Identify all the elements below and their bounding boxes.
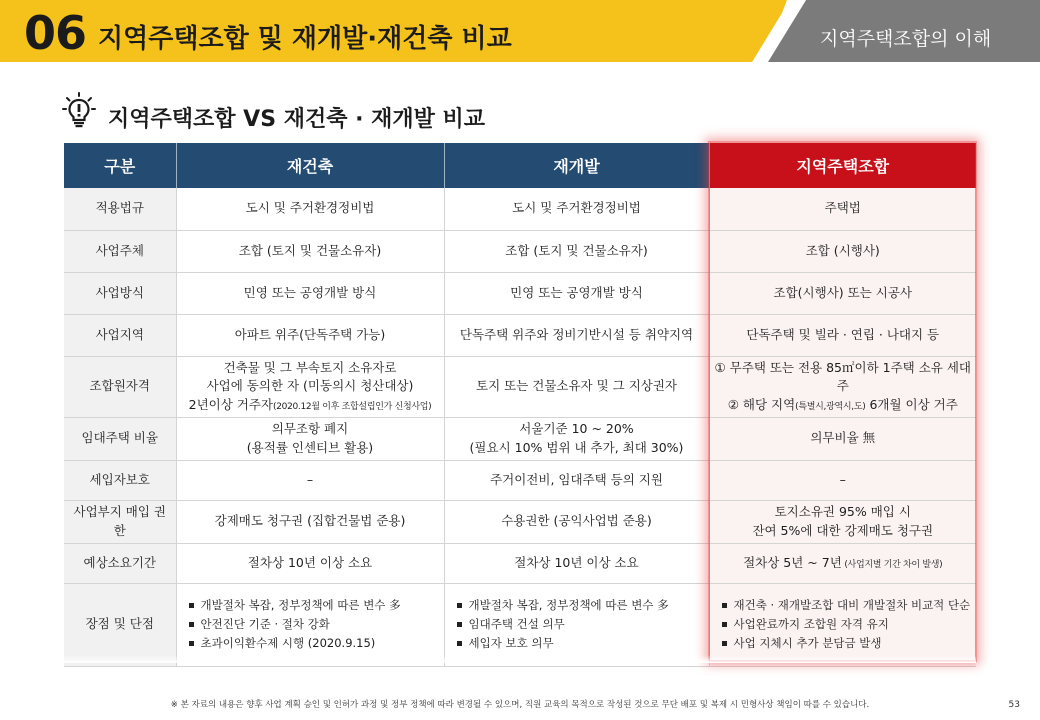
cell-reconstruction: 아파트 위주(단독주택 가능): [176, 314, 444, 356]
row-category: 임대주택 비율: [64, 417, 176, 460]
row-category: 사업부지 매입 권한: [64, 500, 176, 543]
cell-line: [181, 396, 440, 415]
cell-reconstruction: 도시 및 주거환경정비법: [176, 188, 444, 230]
row-category: 적용법규: [64, 188, 176, 230]
header-bar: [0, 0, 1040, 62]
cell-line: 사업에 동의한 자 (미동의시 청산대상): [206, 378, 414, 394]
cell-note: (사업지별 기간 차이 발생): [841, 559, 943, 570]
cell-reconstruction: –: [176, 460, 444, 500]
cell-reconstruction: 강제매도 청구권 (집합건물법 준용): [176, 500, 444, 543]
table-row: [64, 272, 976, 314]
cell-redevelopment: 조합 (토지 및 건물소유자): [444, 230, 709, 272]
list-item: 임대주택 건설 의무: [455, 615, 705, 634]
cell-note: (특별시,광역시,도): [795, 402, 866, 412]
cell-local-housing-union: [709, 583, 976, 666]
disclaimer-footnote: ※ 본 자료의 내용은 향후 사업 계획 승인 및 인허가 과정 및 정부 정책에 따라 변경될 수 있으며, 직원 교육의 목적으로 작성된 것으로 무단 배포 및 복제 시 민형사상 책임이 따를 수 있습니다.: [170, 700, 870, 710]
cell-local-housing-union: 단독주택 및 빌라 · 연립 · 나대지 등: [709, 314, 976, 356]
cell-text: 6개월 이상 거주: [865, 397, 958, 412]
table-row: [64, 460, 976, 500]
cell-local-housing-union: [709, 543, 976, 583]
list-item: 사업 지체시 추가 분담금 발생: [720, 634, 973, 653]
section-title: 지역주택조합 및 재개발·재건축 비교: [98, 24, 512, 54]
cell-local-housing-union: 주택법: [709, 188, 976, 230]
cell-line: ① 무주택 또는 전용 85㎡이하 1주택 소유 세대주: [714, 359, 971, 394]
cell-local-housing-union: 조합(시행사) 또는 시공사: [709, 272, 976, 314]
cell-line: [714, 396, 973, 415]
page-subtitle: 지역주택조합 VS 재건축 · 재개발 비교: [108, 107, 486, 132]
cell-local-housing-union: 조합 (시행사): [709, 230, 976, 272]
table-header-row: [64, 143, 976, 188]
cell-reconstruction: 절차상 10년 이상 소요: [176, 543, 444, 583]
page-number: 53: [1008, 700, 1020, 710]
table-row: [64, 500, 976, 543]
cell-text: ② 해당 지역: [727, 397, 796, 412]
cell-local-housing-union: [709, 356, 976, 417]
row-category: 세입자보호: [64, 460, 176, 500]
cell-line: (필요시 10% 범위 내 추가, 최대 30%): [469, 439, 684, 455]
cell-line: 토지소유권 95% 매입 시: [774, 504, 911, 519]
cell-local-housing-union: –: [709, 460, 976, 500]
cell-line: 잔여 5%에 대한 강제매도 청구권: [752, 522, 934, 538]
cell-redevelopment: 절차상 10년 이상 소요: [444, 543, 709, 583]
list-item: 개발절차 복잡, 정부정책에 따른 변수 多: [187, 596, 440, 615]
list-item: 안전진단 기준 · 절차 강화: [187, 615, 440, 634]
table-row: [64, 543, 976, 583]
chapter-title: 지역주택조합의 이해: [820, 28, 992, 50]
header-local-housing-union: 지역주택조합: [709, 143, 976, 188]
list-item: 초과이익환수제 시행 (2020.9.15): [187, 634, 440, 653]
table-row: [64, 583, 976, 666]
comparison-table: [64, 143, 976, 667]
cell-text: 2년이상 거주자: [188, 397, 274, 412]
bullet-list: [455, 596, 705, 653]
cell-redevelopment: 토지 또는 건물소유자 및 그 지상권자: [444, 356, 709, 417]
section-number: 06: [24, 6, 87, 60]
cell-reconstruction: 조합 (토지 및 건물소유자): [176, 230, 444, 272]
cell-line: 서울기준 10 ~ 20%: [519, 421, 634, 436]
cell-line: 의무조항 폐지: [271, 421, 349, 436]
row-category: 장점 및 단점: [64, 583, 176, 666]
row-category: 사업주체: [64, 230, 176, 272]
table-bottom-fade: [64, 655, 976, 663]
cell-reconstruction: [176, 583, 444, 666]
cell-line: 건축물 및 그 부속토지 소유자로: [223, 359, 397, 375]
cell-text: 절차상 5년 ~ 7년: [743, 554, 842, 570]
bullet-list: [187, 596, 440, 653]
row-category: 조합원자격: [64, 356, 176, 417]
cell-redevelopment: 민영 또는 공영개발 방식: [444, 272, 709, 314]
cell-redevelopment: [444, 583, 709, 666]
cell-line: (용적률 인센티브 활용): [246, 439, 374, 455]
list-item: 세입자 보호 의무: [455, 634, 705, 653]
list-item: 재건축 · 재개발조합 대비 개발절차 비교적 단순: [720, 596, 973, 615]
cell-local-housing-union: [709, 500, 976, 543]
cell-redevelopment: 주거이전비, 임대주택 등의 지원: [444, 460, 709, 500]
header-redevelopment: 재개발: [444, 143, 709, 188]
table-row: [64, 314, 976, 356]
header-category: 구분: [64, 143, 176, 188]
cell-local-housing-union: 의무비율 無: [709, 417, 976, 460]
table-row: [64, 356, 976, 417]
cell-redevelopment: 단독주택 위주와 정비기반시설 등 취약지역: [444, 314, 709, 356]
table-row: [64, 188, 976, 230]
table-row: [64, 230, 976, 272]
table-row: [64, 417, 976, 460]
lightbulb-icon: [62, 92, 96, 128]
row-category: 사업방식: [64, 272, 176, 314]
list-item: 개발절차 복잡, 정부정책에 따른 변수 多: [455, 596, 705, 615]
list-item: 사업완료까지 조합원 자격 유지: [720, 615, 973, 634]
row-category: 사업지역: [64, 314, 176, 356]
cell-redevelopment: [444, 417, 709, 460]
cell-note: (2020.12월 이후 조합설립인가 신청사업): [273, 402, 432, 412]
header-reconstruction: 재건축: [176, 143, 444, 188]
cell-reconstruction: [176, 356, 444, 417]
row-category: 예상소요기간: [64, 543, 176, 583]
cell-redevelopment: 도시 및 주거환경정비법: [444, 188, 709, 230]
bullet-list: [720, 596, 973, 653]
cell-redevelopment: 수용권한 (공익사업법 준용): [444, 500, 709, 543]
cell-reconstruction: [176, 417, 444, 460]
cell-reconstruction: 민영 또는 공영개발 방식: [176, 272, 444, 314]
